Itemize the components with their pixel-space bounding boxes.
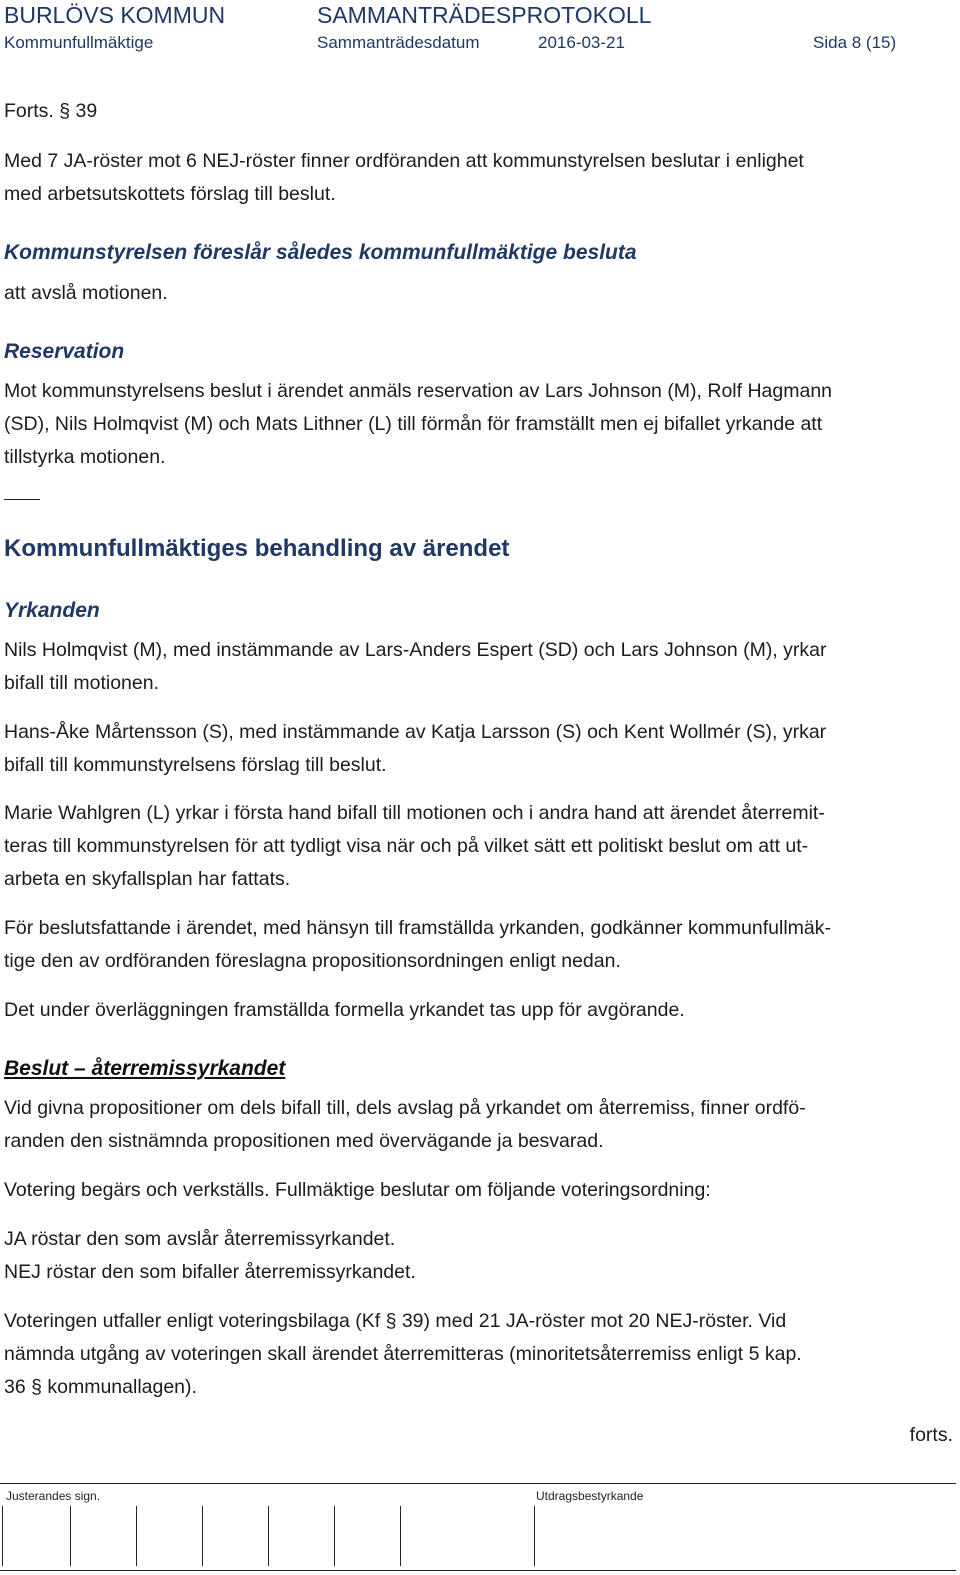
sign-box-divider (2, 1506, 3, 1566)
sign-box-divider (202, 1506, 203, 1566)
decision-line1: Vid givna propositioner om dels bifall till, dels avslag på yrkandet om återremiss, finner ordfö- (4, 1097, 806, 1119)
meeting-date: 2016-03-21 (538, 33, 625, 52)
reservation-line2: (SD), Nils Holmqvist (M) och Mats Lithner (L) till förmån för framställt men ej bifallet yrkande att (4, 413, 823, 435)
yrkande-3-line2: teras till kommunstyrelsen för att tydligt visa när och på vilket sätt ett politiskt beslut om att ut- (4, 835, 809, 857)
decision-heading: Beslut – återremissyrkandet (4, 1057, 286, 1080)
procedure-line1: För beslutsfattande i ärendet, med hänsyn till framställda yrkanden, godkänner kommunfullmäk- (4, 917, 831, 939)
yrkande-3-line3: arbeta en skyfallsplan har fattats. (4, 868, 291, 890)
yrkande-2-line2: bifall till kommunstyrelsens förslag till beslut. (4, 754, 387, 776)
extract-label: Utdragsbestyrkande (536, 1489, 644, 1503)
formal-motion-text: Det under överläggningen framställda formella yrkandet tas upp för avgörande. (4, 999, 685, 1021)
vote-text-line1: Med 7 JA-röster mot 6 NEJ-röster finner ordföranden att kommunstyrelsen beslutar i enlighet (4, 150, 804, 172)
page-number: Sida 8 (15) (813, 33, 897, 52)
decision-line2: randen den sistnämnda propositionen med övervägande ja besvarad. (4, 1130, 604, 1152)
footer-top-border (0, 1483, 956, 1484)
procedure-line2: tige den av ordföranden föreslagna propositionsordningen enligt nedan. (4, 950, 621, 972)
date-label: Sammanträdesdatum (317, 33, 480, 52)
proposal-heading: Kommunstyrelsen föreslår således kommunfullmäktige besluta (4, 241, 637, 264)
extract-box-divider (534, 1506, 535, 1566)
result-line2: nämnda utgång av voteringen skall ärendet återremitteras (minoritetsåterremiss enligt 5 kap. (4, 1343, 802, 1365)
yrkande-3-line1: Marie Wahlgren (L) yrkar i första hand bifall till motionen och i andra hand att ärendet återremit- (4, 802, 825, 824)
reservation-line1: Mot kommunstyrelsens beslut i ärendet anmäls reservation av Lars Johnson (M), Rolf Hagmann (4, 380, 833, 402)
sign-label: Justerandes sign. (6, 1489, 101, 1503)
yrkande-1-line2: bifall till motionen. (4, 672, 159, 694)
footer-bottom-border (0, 1570, 956, 1571)
nej-vote-text: NEJ röstar den som bifaller återremissyrkandet. (4, 1261, 416, 1283)
sign-box-divider (268, 1506, 269, 1566)
municipality-name: BURLÖVS KOMMUN (4, 2, 226, 28)
yrkanden-heading: Yrkanden (4, 599, 100, 622)
vote-text-line2: med arbetsutskottets förslag till beslut. (4, 183, 336, 205)
yrkande-2-line1: Hans-Åke Mårtensson (S), med instämmande av Katja Larsson (S) och Kent Wollmér (S), yrkar (4, 721, 827, 743)
sign-box-divider (400, 1506, 401, 1566)
vote-requested-text: Votering begärs och verkställs. Fullmäktige beslutar om följande voteringsordning: (4, 1179, 711, 1201)
reservation-heading: Reservation (4, 340, 125, 363)
body-name: Kommunfullmäktige (4, 33, 154, 52)
yrkande-1-line1: Nils Holmqvist (M), med instämmande av Lars-Anders Espert (SD) och Lars Johnson (M), yrkar (4, 639, 827, 661)
sign-box-divider (136, 1506, 137, 1566)
result-line3: 36 § kommunallagen). (4, 1376, 197, 1398)
sign-box-divider (70, 1506, 71, 1566)
section-heading: Kommunfullmäktiges behandling av ärendet (4, 535, 510, 562)
reservation-line3: tillstyrka motionen. (4, 446, 166, 468)
forts-bottom: forts. (909, 1424, 953, 1446)
proposal-text: att avslå motionen. (4, 282, 168, 304)
document-type: SAMMANTRÄDESPROTOKOLL (317, 2, 652, 28)
ja-vote-text: JA röstar den som avslår återremissyrkandet. (4, 1228, 396, 1250)
result-line1: Voteringen utfaller enligt voteringsbilaga (Kf § 39) med 21 JA-röster mot 20 NEJ-röster. Vid (4, 1310, 787, 1332)
short-divider (4, 499, 40, 500)
forts-top: Forts. § 39 (4, 100, 98, 122)
sign-box-divider (334, 1506, 335, 1566)
